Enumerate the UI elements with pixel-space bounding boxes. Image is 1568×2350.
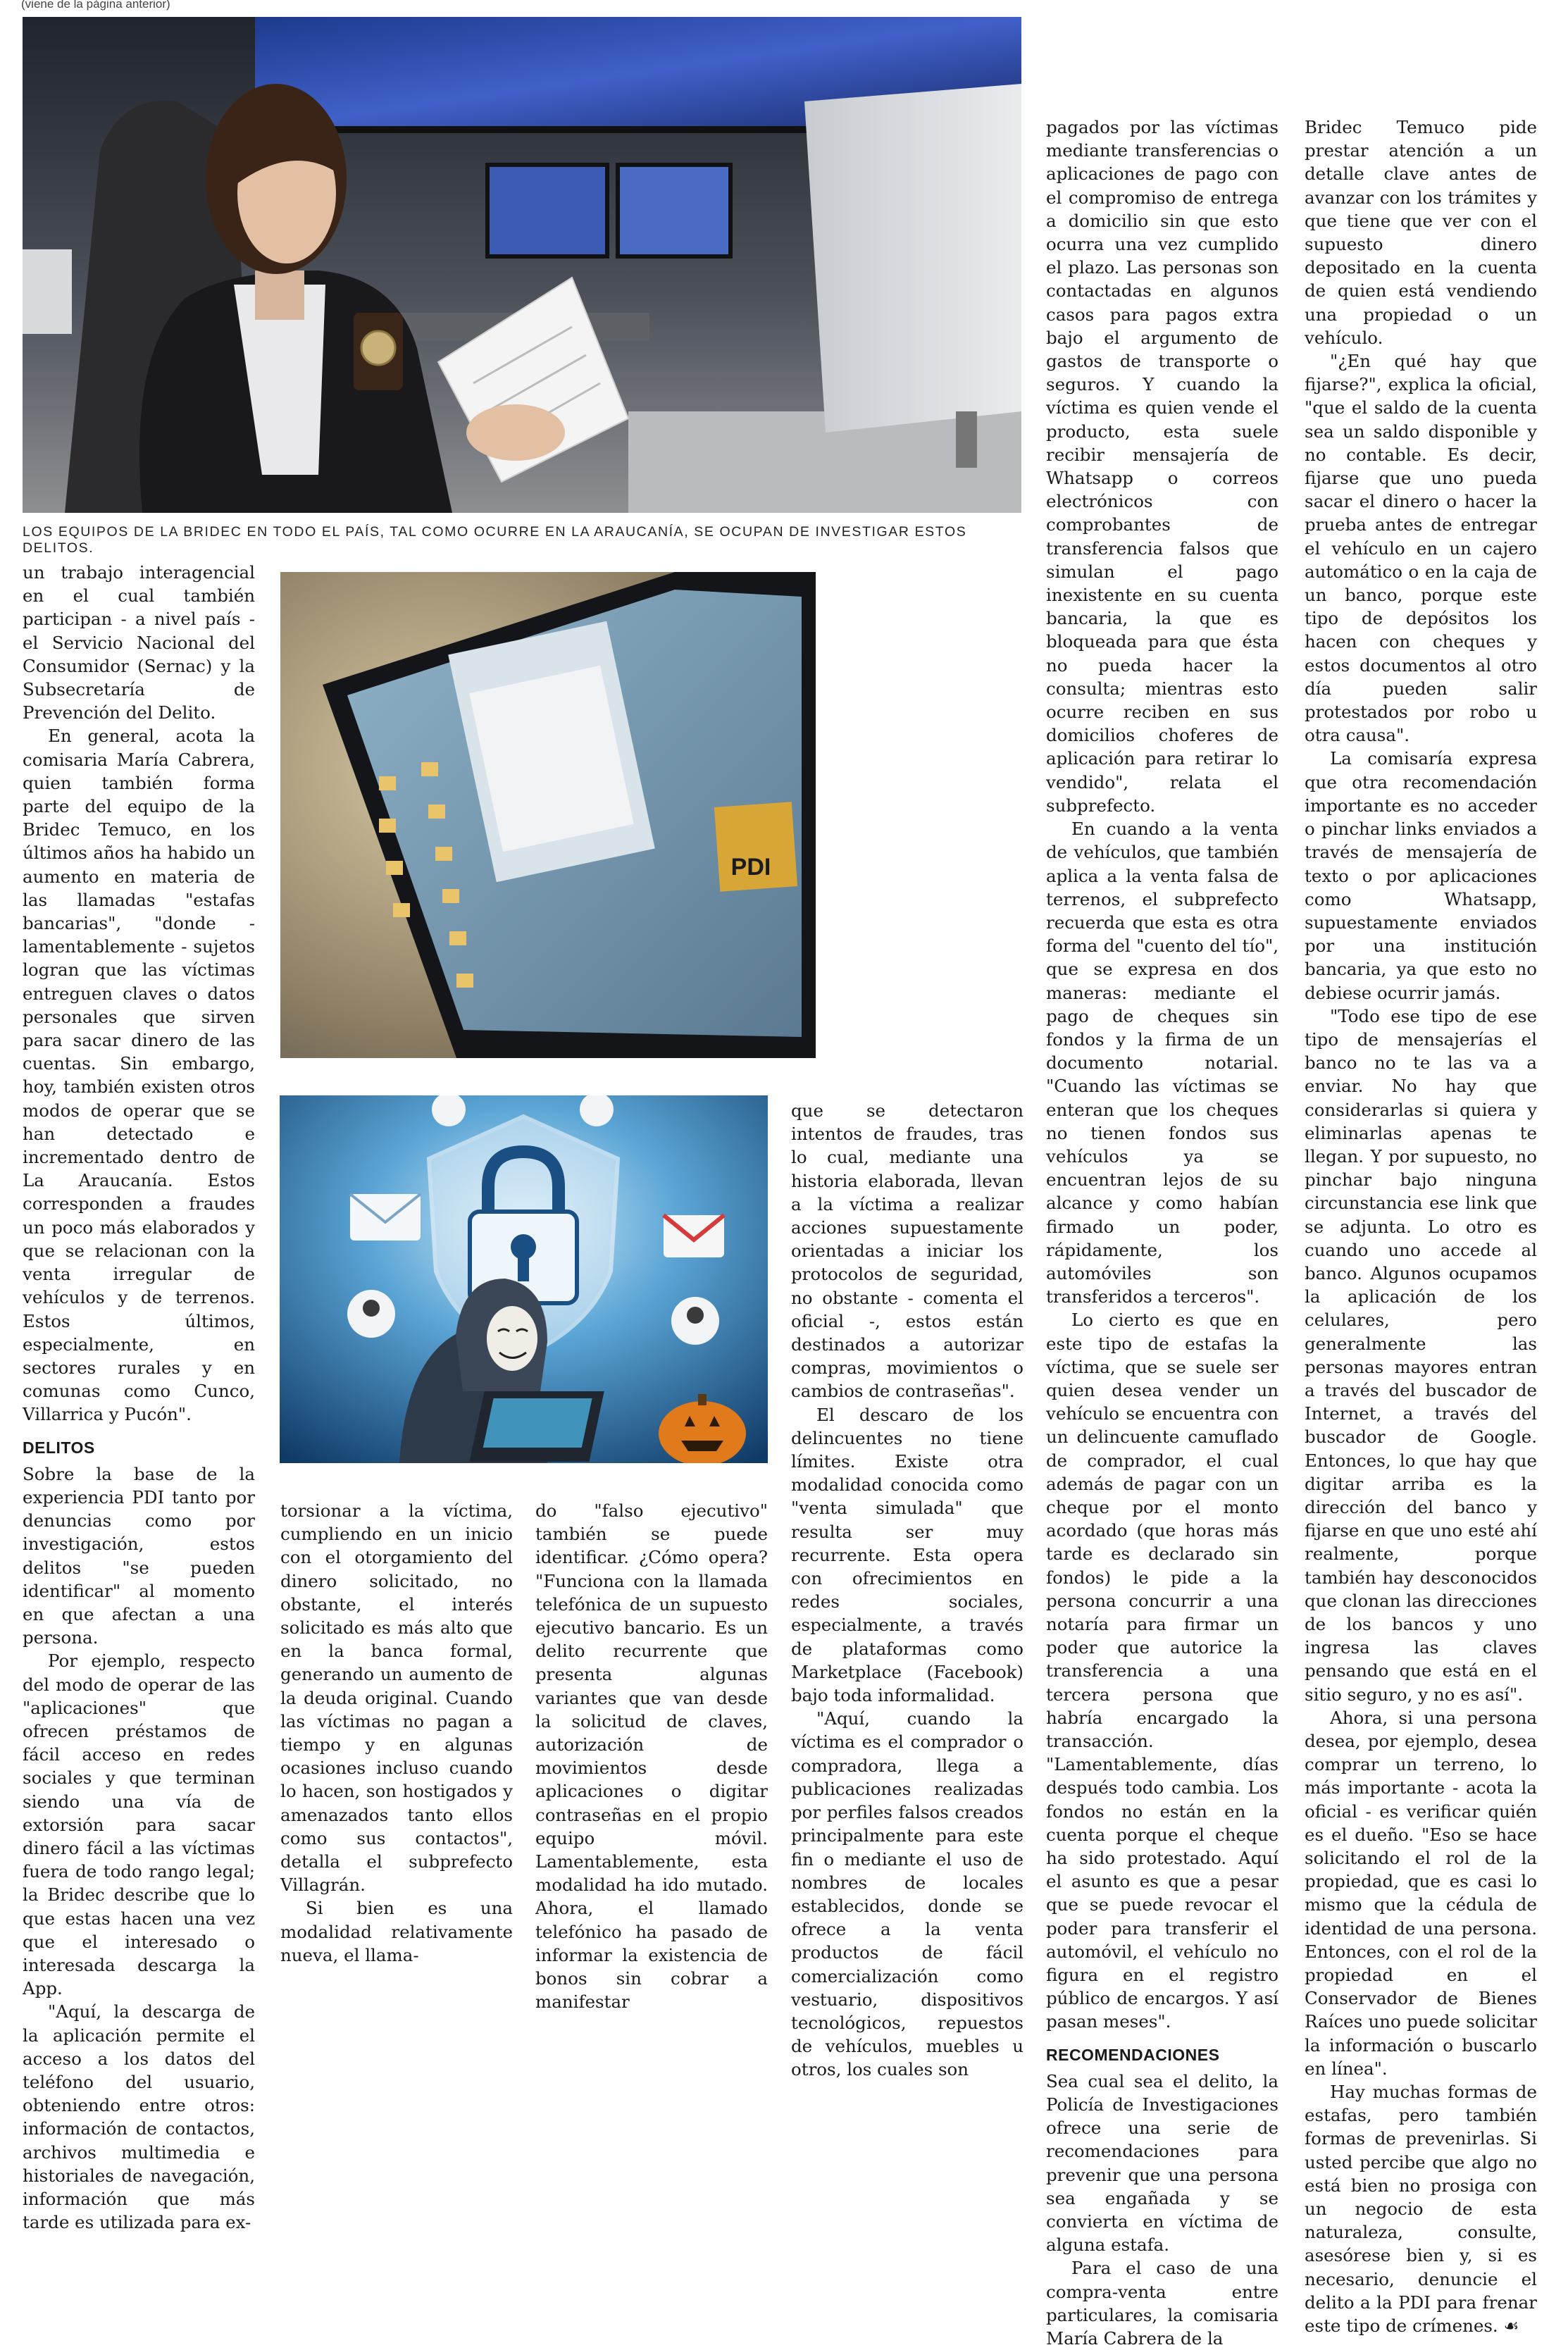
paragraph: un trabajo interagencial en el cual también participan - a nivel país - el Servicio Nacional del Consumidor (Sernac) y la Subsecretaría de Prevención del Delito. [23,562,255,723]
article-column-1 [23,561,255,2234]
paragraph: La comisaría expresa que otra recomendación importante es no acceder o pinchar links enviados a través de mensajería de texto o por aplicaciones como Whatsapp, supuestamente enviados por una institución bancaria, ya que esto no debiese ocurrir jamás. [1305,748,1537,1003]
laptop-illustration [280,572,816,1058]
paragraph: Si bien es una modalidad relativamente nueva, el llama- [280,1898,513,1965]
article-column-3 [535,1499,768,2013]
paragraph: pagados por las víctimas mediante transferencias o aplicaciones de pago con el compromiso de entrega a domicilio sin que esto ocurra una vez cumplido el plazo. Las personas son contactadas en algunos casos para pagos extra bajo el argumento de gastos de transporte o seguros. Y cuando la víctima es quien vende el producto, esta suele recibir mensajería de Whatsapp o correos electrónicos con comprobantes de transferencia falsos que simulan el pago inexistente en su cuenta bancaria, la que es bloqueada para que ésta no pueda hacer la consulta; mientras esto ocurre reciben en sus domicilios choferes de aplicación para retirar lo vendido", relata el subprefecto. [1046,117,1278,816]
pdi-badge-text: PDI [730,854,771,881]
paragraph: Sea cual sea el delito, la Policía de Investigaciones ofrece una serie de recomendaciones para prevenir que una persona sea engañada y se convierta en víctima de alguna estafa. [1046,2070,1278,2256]
article-column-4 [1046,116,1278,2350]
subheading-recomendaciones: RECOMENDACIONES [1046,2045,1220,2064]
paragraph: "Todo ese tipo de ese tipo de mensajerías el banco no te las va a enviar. No hay que considerarlas si quiera y eliminarlas apenas te llegan. Y por supuesto, no pinchar bajo ninguna circunstancia ese link que se adjunta. Lo otro es cuando uno accede al banco. Algunos ocupamos la aplicación de los celulares, pero generalmente las personas mayores entran a través del buscador de Internet, a través del buscador de Google. Entonces, lo que hay que digitar arriba es la dirección del banco y fijarse en que uno esté ahí realmente, porque también hay desconocidos que clonan las direcciones de los bancos y uno ingresa las claves pensando que está en el sitio seguro, y no es así". [1305,1005,1537,1705]
paragraph: "¿En qué hay que fijarse?", explica la oficial, "que el saldo de la cuenta sea un saldo disponible y no contable. Es decir, fijarse que uno pueda sacar el dinero o hacer la prueba antes de entregar el vehículo en un cajero automático o en la caja de un banco, porque este tipo de depósitos los hacen con cheques y estos documentos al otro día pueden salir protestados por robo u otra causa". [1305,351,1537,746]
warning-icon [664,1215,724,1257]
article-column-5 [1305,116,1537,2337]
paragraph: "Aquí, la descarga de la aplicación permite el acceso a los datos del teléfono del usuario, obteniendo entre otros: información de contactos, archivos multimedia e historiales de navegación, información que más tarde es utilizada para ex- [23,2001,255,2233]
photo-caption: LOS EQUIPOS DE LA BRIDEC EN TODO EL PAÍS, TAL COMO OCURRE EN LA ARAUCANÍA, SE OCUPAN DE INVESTIGAR ESTOS DELITOS. [23,524,967,556]
paragraph: "Aquí, cuando la víctima es el comprador o compradora, llega a publicaciones realizadas por perfiles falsos creados principalmente para este fin o mediante el uso de nombres de locales establecidos, donde se ofrece a la venta productos de fácil comercialización como vestuario, dispositivos tecnológicos, repuestos de vehículos, muebles u otros, los cuales son [791,1708,1023,2080]
paragraph: El descaro de los delincuentes no tiene límites. Existe otra modalidad conocida como "venta simulada" que resulta ser muy recurrente. Esta opera con ofrecimientos en redes sociales, especialmente, a través de plataformas como Marketplace (Facebook) bajo toda informalidad. [791,1404,1023,1706]
article-column-2 [280,1499,513,1967]
envelope-icon [350,1194,421,1241]
cybercrime-illustration [280,1095,768,1463]
subheading-delitos: DELITOS [23,1438,95,1457]
end-mark-icon: ☙ [1503,2315,1519,2337]
photo-laptop [280,572,816,1058]
paragraph: Por ejemplo, respecto del modo de operar de las "aplicaciones" que ofrecen préstamos de fácil acceso en redes sociales y que terminan siendo una vía de extorsión para sacar dinero fácil a las víctimas fuera de todo rango legal; la Bridec describe que lo que estas hacen una vez que el interesado o interesada descarga la App. [23,1650,255,1999]
paragraph [1305,2080,1537,2337]
paragraph: En general, acota la comisaria María Cabrera, quien también forma parte del equipo de la Bridec Temuco, en los últimos años ha habido un aumento en materia de las llamadas "estafas bancarias", "donde - lamentablemente - sujetos logran que las víctimas entreguen claves o datos personales que sirven para sacar dinero de las cuentas. Sin embargo, hoy, también existen otros modos de operar que se han detectado e incrementado dentro de La Araucanía. Estos corresponden a fraudes un poco más elaborados y que se relacionan con la venta irregular de vehículos y de terrenos. Estos últimos, especialmente, en sectores rurales y en comunas como Cunco, Villarrica y Pucón". [23,726,255,1425]
photo-cybercrime [280,1095,768,1463]
photo-investigator [23,17,1021,513]
paragraph: do "falso ejecutivo" también se puede identificar. ¿Cómo opera? "Funciona con la llamada telefónica de un supuesto ejecutivo bancario. Es un delito recurrente que presenta algunas variantes que van desde la solicitud de claves, autorización de movimientos desde aplicaciones o digitar contraseñas en el propio equipo móvil. Lamentablemente, esta modalidad ha ido mutado. Ahora, el llamado telefónico ha pasado de informar la existencia de bonos sin cobrar a manifestar [535,1500,768,2013]
article-column-3b [791,1099,1023,2082]
paragraph: que se detectaron intentos de fraudes, tras lo cual, mediante una historia elaborada, llevan a la víctima a realizar acciones supuestamente orientadas a iniciar los protocolos de seguridad, no obstante - comenta el oficial -, estos están destinados a autorizar compras, movimientos o cambios de contraseñas". [791,1100,1023,1402]
paragraph: Lo cierto es que en este tipo de estafas la víctima, que se suele ser quien desea vender un vehículo se encuentra con un delincuente camuflado de comprador, el cual además de pagar con un cheque por el monto acordado (que horas más tarde es declarado sin fondos) le pide a la persona concurrir a una notaría para firmar un poder que autorice la transferencia a una tercera persona que habría encargado la transacción. "Lamentablemente, días después todo cambia. Los fondos no están en la cuenta porque el cheque ha sido protestado. Aquí el asunto es que a pesar que se puede revocar el poder para transferir el automóvil, el vehículo no figura en el registro público de encargos. Y así pasan meses". [1046,1310,1278,2032]
investigator-illustration [23,17,1021,513]
paragraph: Para el caso de una compra-venta entre particulares, la comisaria María Cabrera de la [1046,2258,1278,2349]
continuation-kicker: (viene de la página anterior) [21,0,170,11]
paragraph: Bridec Temuco pide prestar atención a un detalle clave antes de avanzar con los trámites y que tiene que ver con el supuesto dinero depositado en la cuenta de quien está vendiendo una propiedad o un vehículo. [1305,117,1537,348]
paragraph: Sobre la base de la experiencia PDI tanto por denuncias como por investigación, estos delitos "se pueden identificar" al momento en que afectan a una persona. [23,1463,255,1648]
paragraph: Ahora, si una persona desea, por ejemplo, desea comprar un terreno, lo más importante - acota la oficial - es verificar quién es el dueño. "Eso se hace solicitando el rol de la propiedad, que es casi lo mismo que la cédula de identidad de una persona. Entonces, con el rol de la propiedad en el Conservador de Bienes Raíces uno puede solicitar la información o buscarlo en línea". [1305,1707,1537,2079]
paragraph: torsionar a la víctima, cumpliendo en un inicio con el otorgamiento del dinero solicitado, no obstante, el interés solicitado es más alto que en la banca formal, generando un aumento de la deuda original. Cuando las víctimas no pagan a tiempo y en algunas ocasiones incluso cuando lo hacen, son hostigados y amenazados tanto ellos como sus contactos", detalla el subprefecto Villagrán. [280,1500,513,1896]
paragraph: En cuando a la venta de vehículos, que también aplica a la venta falsa de terrenos, el subprefecto recuerda que esta es otra forma del "cuento del tío", que se expresa en dos maneras: mediante el pago de cheques sin fondos y la firma de un documento notarial. "Cuando las víctimas se enteran que los cheques no tienen fondos sus vehículos ya se encuentran lejos de su alcance y como habían firmado un poder, rápidamente, los automóviles son transferidos a terceros". [1046,819,1278,1307]
paragraph-text: Hay muchas formas de estafas, pero también formas de prevenirlas. Si usted percibe que algo no está bien no prosiga con un negocio de esta naturaleza, consulte, asesórese bien y, si es necesario, denuncie el delito a la PDI para frenar este tipo de crímenes. [1305,2082,1537,2337]
